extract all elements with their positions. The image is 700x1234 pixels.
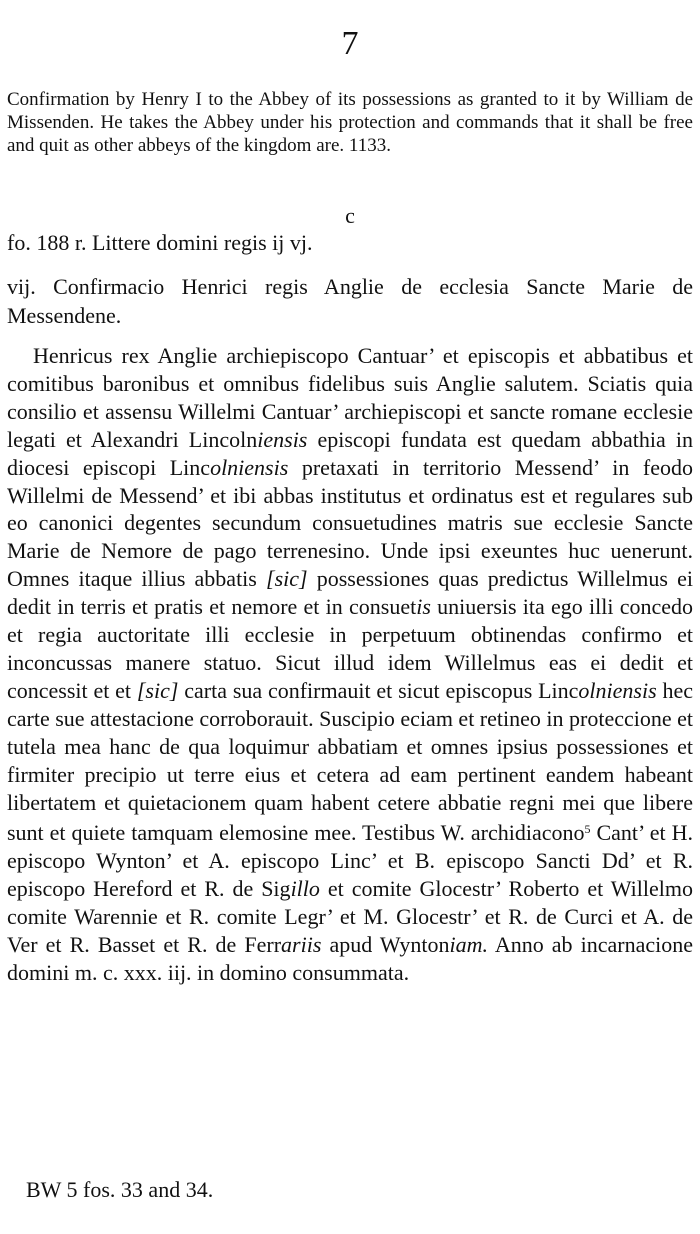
italic-run: is (416, 594, 431, 620)
source-reference: BW 5 fos. 33 and 34. (26, 1177, 214, 1202)
footnote-marker: 5 (584, 822, 591, 837)
folio-reference: fo. 188 r. Littere domini regis ij vj. (7, 230, 313, 255)
italic-run: iam. (449, 932, 488, 958)
italic-run: illo (290, 876, 320, 902)
charter-heading: vij. Confirmacio Henrici regis Anglie de ecclesia Sancte Marie de Messendene. (7, 274, 693, 328)
text-run: possessiones quas predictus Willelmus ei dedit in terris et pratis et nemore et in consuet (7, 566, 694, 620)
text-run: Cant’ et H. episcopo Wynton’ et A. episcopo Linc’ et B. episcopo Sancti Dd’ et R. episcopo Hereford et R. de Sig (7, 820, 693, 902)
column-letter: c (345, 203, 355, 228)
text-run: episcopi fundata est quedam abbathia in diocesi episcopi Linc (7, 426, 693, 480)
text-run: uniuersis ita ego illi concedo et regia auctoritate illi ecclesie in perpetuum obtinendas confirmo et inconcussas manere statuo. Sicut illud idem Willelmus eas ei dedit et concessit et et (7, 594, 693, 703)
italic-run: [sic] (266, 566, 308, 592)
text-run: hec carte sue attestacione corroborauit. Suscipio eciam et retineo in proteccione et tutela mea hanc de qua loquimur abbatiam et omnes ipsius possessiones et firmiter precipio ut terre eius et cetera ad eam pertinent eandem habeant libertatem et quietacionem quam habent cetere abbatie regni mei que libere sunt et quiete tamquam elemosine mee. Testibus W. archidiacono (7, 677, 693, 846)
charter-text (7, 342, 693, 987)
italic-run: ariis (281, 932, 322, 958)
italic-run: olniensis (210, 454, 289, 480)
text-run: Anno ab incarnacione domini m. c. xxx. iij. in domino consummata. (7, 932, 694, 985)
charter-paragraph (7, 342, 693, 987)
page-number: 7 (341, 25, 359, 62)
text-run: et comite Glocestr’ Roberto et Willelmo comite Warennie et R. comite Legr’ et M. Glocestr’ et R. de Curci et A. de Ver et R. Basset et R. de Ferr (7, 876, 693, 958)
italic-run: olniensis (578, 677, 657, 703)
text-run: pretaxati in territorio Messend’ in feodo Willelmi de Messend’ et ibi abbas institutus et ordinatus est et regulares sub eo canonici degentes secundum consuetudines matris sue ecclesie Sancte Marie de Nemore de pago terrenesino. Unde ipsi exeuntes huc uenerunt. Omnes itaque illius abbatis (7, 454, 693, 592)
italic-run: [sic] (136, 677, 179, 703)
italic-run: iensis (257, 426, 308, 452)
charter-summary: Confirmation by Henry I to the Abbey of its possessions as granted to it by William de Missenden. He takes the Abbey under his protection and commands that it shall be free and quit as other abbeys of the kingdom are. 1133. (7, 89, 693, 156)
text-run: Henricus rex Anglie archiepiscopo Cantuar’ et episcopis et abbatibus et comitibus baronibus et omnibus fidelibus suis Anglie salutem. Sciatis quia consilio et assensu Willelmi Cantuar’ archiepiscopi et sancte romane ecclesie legati et Alexandri Lincoln (7, 343, 693, 452)
text-run: apud Wynton (321, 932, 450, 958)
text-run: carta sua confirmauit et sicut episcopus Linc (178, 677, 579, 703)
